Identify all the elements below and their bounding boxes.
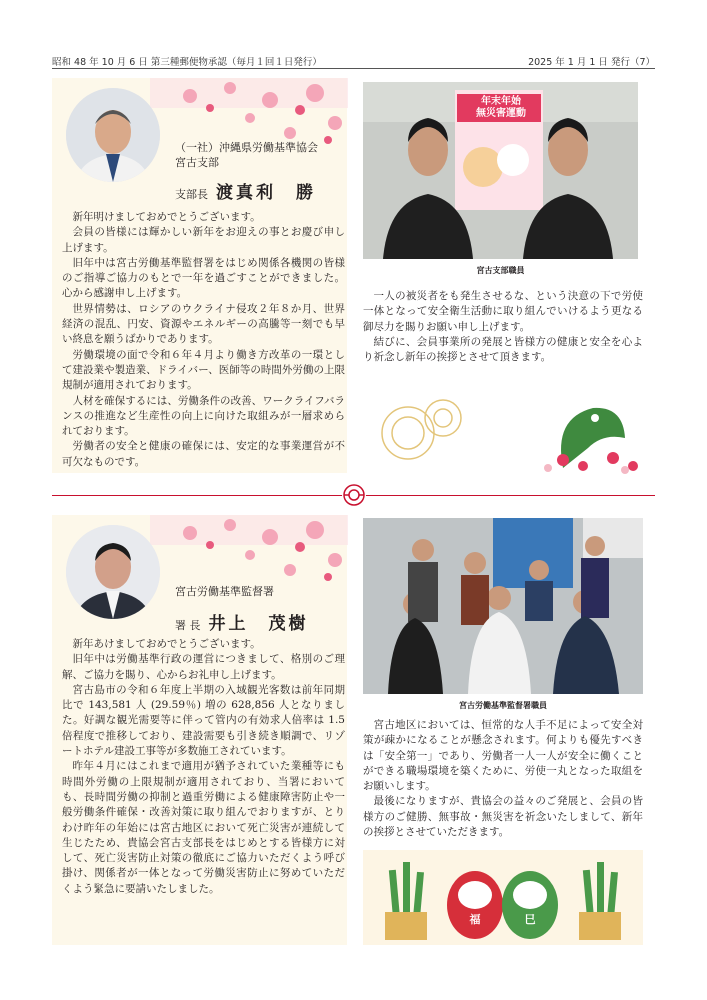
plum-blossom-decoration <box>150 515 348 595</box>
snake-newyear-illustration <box>363 378 643 478</box>
page-header <box>52 54 655 68</box>
article2-closing <box>363 718 643 840</box>
mizuhiki-knot-icon <box>342 483 366 507</box>
article1-title: 支部長 <box>175 188 208 201</box>
article1-paragraph: 労働環境の面で令和６年４月より働き方改革の一環として建設業や製造業、ドライバー、医師等の時間外労働の上限規制が適用されております。 <box>62 348 345 392</box>
article2-closing-paragraph: 宮古地区においては、恒常的な人手不足によって安全対策が疎かになることが懸念されます。何よりも優先すべきは「安全第一」であり、労働者一人一人が安全に働くことができる職場環境を築くために、労使一丸となった取組をお願いします。 <box>363 719 643 793</box>
article1-organization <box>175 140 318 170</box>
article1-closing <box>363 289 643 365</box>
article1-paragraph: 新年明けましておめでとうございます。 <box>72 211 261 223</box>
article1-org-name: （一社）沖縄県労働基準協会 <box>175 141 318 154</box>
article2-title: 署 長 <box>175 619 201 632</box>
article1-portrait <box>66 88 160 182</box>
header-rule <box>52 68 655 69</box>
header-date: 2025 年 1 月 1 日 発行（7） <box>528 57 655 68</box>
poster-line2: 無災害運動 <box>476 108 526 119</box>
article1-body <box>62 210 345 470</box>
article2-paragraph: 昨年４月にはこれまで適用が猶予されていた業種等にも時間外労働の上限規制が適用されており、当署においても、長時間労働の抑制と過重労働による健康障害防止や一般労働条件確保・改善対策に取り組んでおりますが、とりわけ昨年の年始には宮古地区において死亡災害が連続して生じたため、貴協会宮古支部長をはじめとする皆様方に対して、死亡災害防止対策の徹底にご協力いただくよう呼び掛け、関係者が一体となって労働災害防止に努めていただくよう緊急に要請いたしました。 <box>62 760 345 895</box>
article2-body <box>62 637 345 897</box>
daruma-green-character: 巳 <box>524 913 536 926</box>
article1-paragraph: 人材を確保するには、労働条件の改善、ワークライフバランスの推進など生産性の向上に向けた取組みが一層求められております。 <box>62 394 345 438</box>
article1-paragraph: 世界情勢は、ロシアのウクライナ侵攻２年８か月、世界経済の混乱、円安、資源やエネルギーの高騰等一刻でも早い終息を願うばかりであります。 <box>62 302 345 346</box>
poster-text <box>457 96 545 120</box>
daruma-red-character: 福 <box>469 913 481 926</box>
article2-organization <box>175 584 274 599</box>
article1-closing-paragraph: 一人の被災者をも発生させるな、という決意の下で労使一体となって安全衛生活動に取り組んでいけるよう更なる御尽力を賜りお願い申し上げます。 <box>363 290 643 333</box>
article2-photo-caption: 宮古労働基準監督署職員 <box>459 701 547 710</box>
article1-paragraph: 労働者の安全と健康の確保には、安定的な事業運営が不可欠なものです。 <box>62 440 345 468</box>
daruma-kadomatsu-illustration <box>363 850 643 945</box>
article1-name: 渡真利 勝 <box>216 183 316 203</box>
article2-paragraph: 新年あけましておめでとうございます。 <box>72 638 261 650</box>
article2-closing-paragraph: 最後になりますが、貴協会の益々のご発展と、会員の皆様方のご健勝、無事故・無災害を祈念いたしまして、新年の挨拶とさせていただきます。 <box>363 795 643 839</box>
article1-closing-paragraph: 結びに、会員事業所の発展と皆様方の健康と安全を心より祈念し新年の挨拶とさせて頂きます。 <box>363 335 643 364</box>
header-issue-info: 昭和 48 年 10 月 6 日 第三種郵便物承認（毎月１回１日発行） <box>52 57 322 68</box>
article2-paragraph: 宮古島市の令和６年度上半期の入域観光客数は前年同期比で 143,581 人 (29.59％) 増の 628,856 人となりました。好調な観光需要等に伴って管内の有効求人倍率は 1.5 倍程度で推移しており、建設需要も引き続き順調で、リゾートホテル建設工事等が多数施工されています。 <box>62 683 345 758</box>
article2-name: 井上 茂樹 <box>208 614 309 634</box>
article1-title-line <box>175 178 316 203</box>
article1-photo-caption: 宮古支部職員 <box>476 266 525 275</box>
article1-paragraph: 会員の皆様には輝かしい新年をお迎えの事とお慶び申し上げます。 <box>62 226 345 254</box>
article2-staff-photo <box>363 518 643 694</box>
article1-org-branch: 宮古支部 <box>175 156 219 169</box>
article2-org-name: 宮古労働基準監督署 <box>175 585 274 598</box>
article2-portrait <box>66 525 160 619</box>
article2-paragraph: 旧年中は労働基準行政の運営につきまして、格別のご理解、ご協力を賜り、心からお礼申し上げます。 <box>62 653 345 681</box>
article2-title-line <box>175 609 309 634</box>
poster-line1: 年末年始 <box>481 96 521 107</box>
article1-paragraph: 旧年中は宮古労働基準監督署をはじめ関係各機関の皆様のご指導ご協力のもとで一年を過ごすことができました。心から感謝申し上げます。 <box>62 256 345 300</box>
